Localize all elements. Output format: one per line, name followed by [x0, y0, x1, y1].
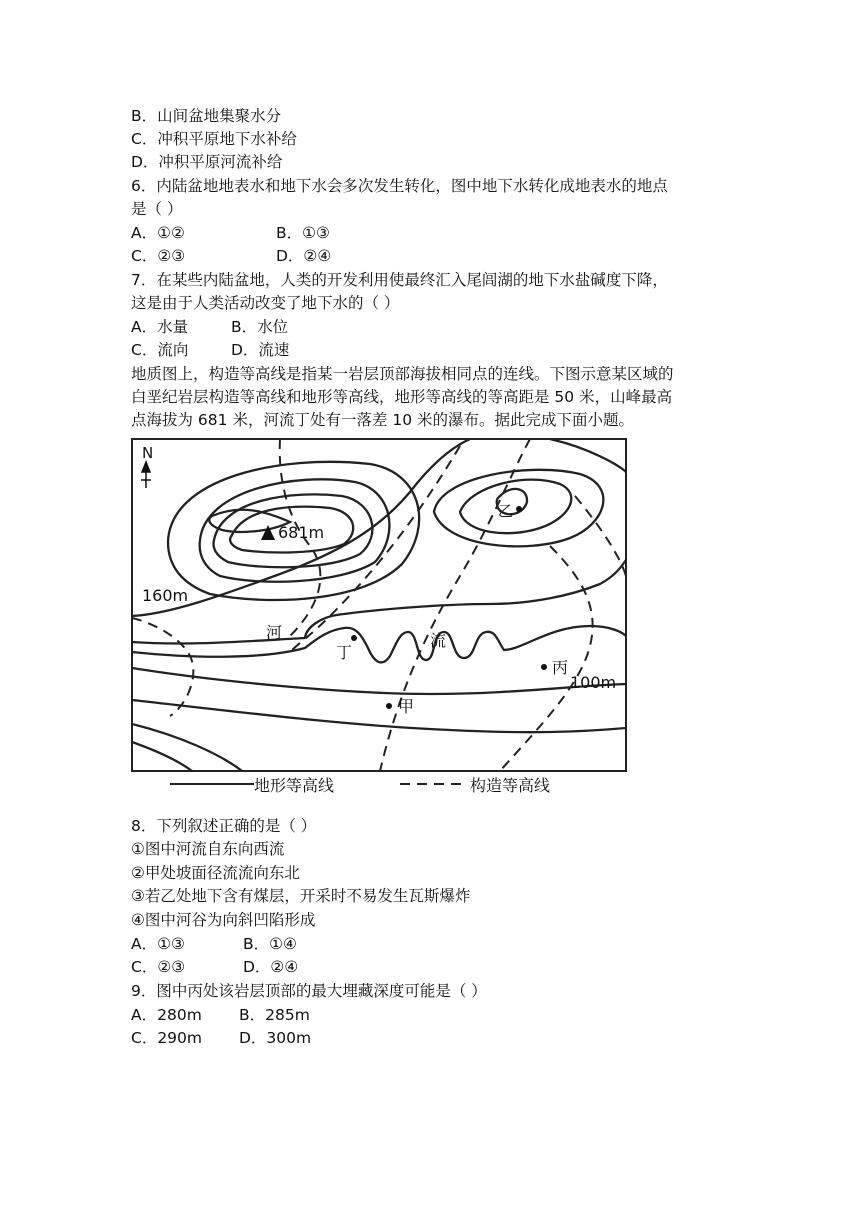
- q7-options-row-1: [131, 317, 288, 337]
- q6-option-a: A．①②: [131, 224, 185, 242]
- jia-label: 甲: [398, 697, 415, 716]
- intro-line-1: 地质图上，构造等高线是指某一岩层顶部海拔相同点的连线。下图示意某区域的: [131, 365, 674, 383]
- q7-option-b: B．水位: [231, 318, 289, 336]
- jia-point: [386, 703, 392, 709]
- q7-options-row-2: [131, 340, 289, 360]
- bing-label: 丙: [552, 658, 569, 677]
- q6-option-d: D．②④: [276, 247, 332, 265]
- contour-160-label: 160m: [142, 586, 189, 605]
- option-d-line: D．冲积平原河流补给: [131, 153, 283, 171]
- ding-point: [351, 635, 357, 641]
- question-8-stem: 8．下列叙述正确的是（ ）: [131, 817, 317, 835]
- intro-line-2: 白垩纪岩层构造等高线和地形等高线，地形等高线的等高距是 50 米，山峰最高: [131, 388, 673, 406]
- q9-option-a: A．280m: [131, 1006, 202, 1024]
- q9-option-b: B．285m: [239, 1006, 310, 1024]
- legend-structure-label: 构造等高线: [470, 776, 551, 795]
- yi-point: [516, 506, 522, 512]
- q8-statement-2: ②甲处坡面径流流向东北: [131, 864, 300, 882]
- ding-label: 丁: [336, 643, 353, 662]
- contour-map: [130, 436, 630, 798]
- q8-option-a: A．①③: [131, 935, 185, 953]
- q8-statement-1: ①图中河流自东向西流: [131, 840, 285, 858]
- north-label: N: [142, 444, 154, 462]
- q8-options-row-2: [131, 957, 298, 977]
- q6-options-row-1: [131, 223, 330, 243]
- q9-options-row-1: [131, 1005, 310, 1025]
- q7-option-c: C．流向: [131, 341, 189, 359]
- question-6-stem: 6．内陆盆地地表水和地下水会多次发生转化，图中地下水转化成地表水的地点: [131, 177, 668, 195]
- intro-line-3: 点海拔为 681 米，河流丁处有一落差 10 米的瀑布。据此完成下面小题。: [131, 411, 635, 429]
- q8-option-d: D．②④: [243, 958, 299, 976]
- legend-terrain-label: 地形等高线: [254, 776, 335, 795]
- q8-statement-3: ③若乙处地下含有煤层，开采时不易发生瓦斯爆炸: [131, 887, 471, 905]
- q8-option-b: B．①④: [243, 935, 297, 953]
- q8-options-row-1: [131, 934, 297, 954]
- q6-option-b: B．①③: [276, 224, 330, 242]
- question-9-stem: 9．图中丙处该岩层顶部的最大埋藏深度可能是（ ）: [131, 982, 487, 1000]
- q6-option-c: C．②③: [131, 247, 186, 265]
- river-he-label: 河: [266, 623, 283, 642]
- q7-option-a: A．水量: [131, 318, 189, 336]
- peak-label: 681m: [278, 523, 325, 542]
- q9-options-row-2: [131, 1028, 311, 1048]
- q9-option-d: D．300m: [239, 1029, 312, 1047]
- option-c-line: C．冲积平原地下水补给: [131, 130, 297, 148]
- river-liu-label: 流: [430, 631, 447, 650]
- question-7-stem: 7．在某些内陆盆地，人类的开发利用使最终汇入尾闾湖的地下水盐碱度下降，: [131, 271, 668, 289]
- q7-option-d: D．流速: [231, 341, 290, 359]
- question-6-stem-cont: 是（ ）: [131, 200, 183, 218]
- option-b-line: B．山间盆地集聚水分: [131, 107, 282, 125]
- bing-point: [541, 664, 547, 670]
- q8-statement-4: ④图中河谷为向斜凹陷形成: [131, 911, 316, 929]
- yi-label: 乙: [498, 502, 514, 520]
- q9-option-c: C．290m: [131, 1029, 203, 1047]
- question-7-stem-cont: 这是由于人类活动改变了地下水的（ ）: [131, 294, 400, 312]
- q6-options-row-2: [131, 246, 331, 266]
- contour-100-label: 100m: [570, 673, 617, 692]
- q8-option-c: C．②③: [131, 958, 186, 976]
